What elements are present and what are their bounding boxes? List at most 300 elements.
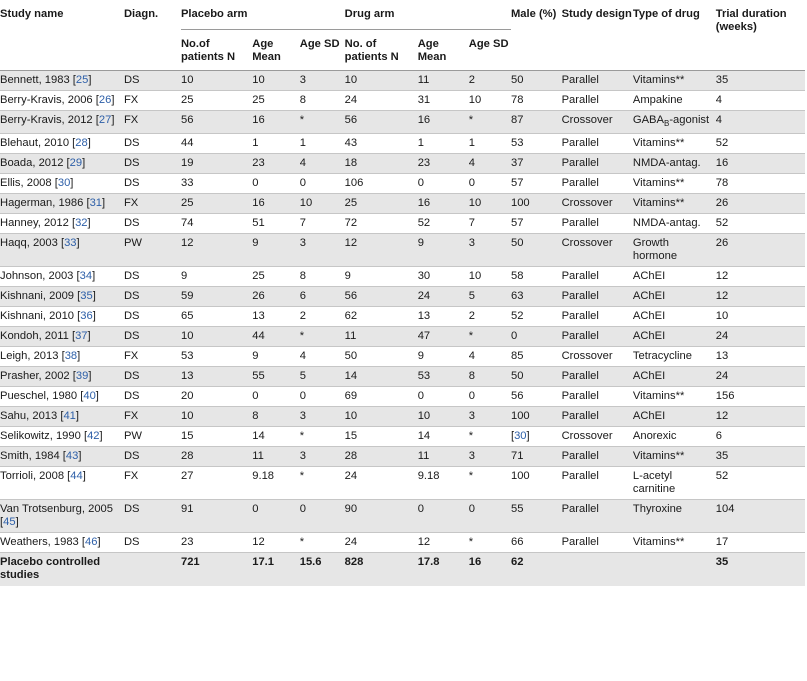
drug-age-sd-cell: 0 (468, 390, 475, 403)
drug-age-mean-cell: 0 (417, 503, 424, 516)
drug-age-mean-cell: 53 (417, 370, 431, 383)
citation-link[interactable]: 34 (79, 270, 93, 283)
study-name: Ellis, 2008 [ (0, 177, 58, 190)
diagnosis-cell: FX (123, 410, 139, 423)
placebo-n-cell: 27 (180, 470, 194, 483)
citation-link[interactable]: 41 (63, 410, 76, 423)
trial-duration-cell: 104 (715, 503, 735, 516)
drug-age-sd-cell: * (468, 330, 474, 343)
study-name-cell (0, 307, 124, 327)
trial-duration-cell: 52 (715, 137, 729, 150)
placebo-n-cell: 13 (180, 370, 194, 383)
drug-type: Ampakine (632, 94, 683, 106)
male-percent-cell (511, 91, 562, 111)
study-name: Prasher, 2002 [ (0, 370, 76, 383)
placebo-age-sd-cell: 1 (299, 137, 306, 150)
table-row (0, 367, 805, 387)
citation-link[interactable]: 33 (64, 237, 77, 250)
header-placebo-n: No.of patients N (180, 38, 236, 63)
drug-type-cell (633, 367, 716, 387)
drug-n-cell: 18 (344, 157, 358, 170)
drug-age-sd-cell: * (468, 536, 474, 549)
diagnosis-cell: FX (123, 470, 139, 483)
drug-n-cell: 24 (344, 536, 358, 549)
citation-bracket: ] (95, 390, 99, 403)
citation-bracket: ] (76, 237, 80, 250)
study-name-cell (0, 71, 124, 91)
drug-type: Vitamins** (632, 197, 685, 210)
diagnosis-cell: DS (123, 310, 140, 323)
drug-type-cell (633, 347, 716, 367)
trial-duration-cell: 6 (715, 430, 722, 443)
study-design-cell: Parallel (561, 290, 599, 303)
placebo-age-mean-cell: 14 (252, 430, 265, 443)
male-percent-cell (511, 500, 562, 533)
placebo-n-cell: 56 (180, 114, 194, 126)
diagnosis-cell: DS (123, 137, 140, 150)
citation-link[interactable]: 28 (75, 137, 88, 150)
male-percent: 50 (510, 237, 524, 250)
male-percent-cell (511, 174, 562, 194)
male-percent: 66 (510, 536, 524, 549)
drug-type-cell (633, 287, 716, 307)
trial-duration-cell: 78 (715, 177, 729, 190)
drug-type-cell (633, 387, 716, 407)
drug-age-sd-cell: 5 (468, 290, 475, 303)
citation-link[interactable]: 26 (98, 94, 112, 106)
male-percent: 100 (510, 197, 530, 210)
citation-bracket: ] (102, 197, 106, 210)
citation-bracket: ] (87, 137, 91, 150)
total-diag (124, 553, 181, 587)
drug-type: Growth hormone (632, 237, 678, 263)
table-row (0, 467, 805, 500)
citation-link[interactable]: 32 (75, 217, 88, 230)
study-design-cell: Parallel (561, 390, 599, 403)
citation-bracket: ] (87, 330, 91, 343)
study-name: Boada, 2012 [ (0, 157, 70, 170)
drug-type: GABA (632, 114, 664, 126)
placebo-n-cell: 59 (180, 290, 194, 303)
table-row (0, 111, 805, 134)
placebo-n-cell: 25 (180, 197, 194, 210)
citation-link[interactable]: 25 (75, 74, 89, 86)
drug-n-cell: 72 (344, 217, 358, 230)
drug-type: L-acetyl carnitine (632, 470, 676, 496)
total-placebo-sd: 15.6 (299, 556, 322, 569)
citation-link[interactable]: 45 (3, 516, 16, 529)
male-percent: 56 (510, 390, 524, 403)
drug-age-sd-cell: 1 (468, 137, 475, 150)
study-name: Hanney, 2012 [ (0, 217, 76, 230)
study-name: Hagerman, 1986 [ (0, 197, 90, 210)
drug-type: Vitamins** (632, 137, 685, 150)
placebo-n-cell: 15 (180, 430, 194, 443)
study-name: Berry-Kravis, 2012 [ (0, 114, 99, 126)
drug-n-cell: 24 (344, 94, 358, 106)
study-name: Johnson, 2003 [ (0, 270, 80, 283)
citation-link[interactable]: 46 (85, 536, 98, 549)
drug-age-mean-cell: 31 (417, 94, 431, 106)
table-row (0, 154, 805, 174)
citation-bracket: ] (78, 450, 82, 463)
male-percent: 57 (510, 177, 524, 190)
study-design-cell: Parallel (561, 217, 599, 230)
male-percent-cell (511, 467, 562, 500)
study-design-cell: Parallel (561, 74, 599, 86)
drug-age-mean-cell: 30 (417, 270, 431, 283)
drug-age-mean-cell: 47 (417, 330, 431, 343)
drug-n-cell: 106 (344, 177, 364, 190)
placebo-age-sd-cell: 8 (299, 94, 306, 106)
drug-age-sd-cell: * (468, 430, 474, 443)
trial-duration-cell: 17 (715, 536, 729, 549)
study-name: Haqq, 2003 [ (0, 237, 65, 250)
drug-age-sd-cell: 2 (468, 310, 475, 323)
study-name-cell (0, 447, 124, 467)
drug-type: AChEI (632, 330, 666, 343)
drug-type: AChEI (632, 310, 666, 323)
placebo-n-cell: 44 (180, 137, 194, 150)
diagnosis-cell: PW (123, 430, 142, 443)
placebo-n-cell: 25 (180, 94, 194, 106)
total-drug-n: 828 (344, 556, 364, 569)
diagnosis-cell: DS (123, 450, 140, 463)
study-design-cell: Crossover (561, 197, 613, 210)
citation-link[interactable]: 31 (89, 197, 103, 210)
drug-n-cell: 10 (344, 410, 358, 423)
total-drug-type (633, 553, 716, 587)
drug-n-cell: 62 (344, 310, 358, 323)
trial-duration-cell: 13 (715, 350, 729, 363)
study-name: Pueschel, 1980 [ (0, 390, 84, 403)
drug-age-sd-cell: 10 (468, 270, 482, 283)
study-design-cell: Parallel (561, 94, 599, 106)
male-percent-cell (511, 447, 562, 467)
drug-age-mean-cell: 11 (417, 74, 430, 86)
drug-age-mean-cell: 16 (417, 197, 431, 210)
male-percent: 63 (510, 290, 524, 303)
drug-type-cell (633, 500, 716, 533)
drug-type: Vitamins** (632, 450, 685, 463)
drug-type: Vitamins** (632, 74, 685, 86)
table-row (0, 134, 805, 154)
drug-type: NMDA-antag. (632, 157, 701, 170)
diagnosis-cell: DS (123, 290, 140, 303)
citation-bracket: ] (82, 470, 86, 483)
study-design-cell: Parallel (561, 330, 599, 343)
table-row (0, 287, 805, 307)
study-name: Bennett, 1983 [ (0, 74, 76, 86)
male-percent: 57 (510, 217, 524, 230)
placebo-age-mean-cell: 0 (252, 503, 259, 516)
placebo-age-mean-cell: 26 (252, 290, 265, 303)
drug-type: Tetracycline (632, 350, 692, 363)
male-percent-cell (511, 267, 562, 287)
header-placebo-arm: Placebo arm (181, 0, 345, 30)
drug-type: AChEI (632, 370, 666, 383)
citation-link[interactable]: 39 (75, 370, 89, 383)
diagnosis-cell: DS (123, 74, 140, 86)
placebo-age-mean-cell: 8 (252, 410, 259, 423)
placebo-age-sd-cell: 6 (299, 290, 306, 303)
drug-age-sd-cell: 7 (468, 217, 475, 230)
study-name: Van Trotsenburg, 2005 [ (0, 503, 113, 529)
total-male: 62 (510, 556, 524, 569)
table-row (0, 174, 805, 194)
drug-type-cell (633, 267, 716, 287)
drug-type-cell (633, 91, 716, 111)
drug-age-mean-cell: 14 (417, 430, 431, 443)
header-drug-arm: Drug arm (345, 0, 511, 30)
trial-duration-cell: 24 (715, 370, 729, 383)
drug-age-mean-cell: 12 (417, 536, 431, 549)
drug-type: NMDA-antag. (632, 217, 701, 230)
citation-bracket: ] (97, 536, 101, 549)
study-name: Sahu, 2013 [ (0, 410, 64, 423)
study-name-cell (0, 407, 124, 427)
male-percent: 50 (510, 370, 524, 383)
placebo-age-mean-cell: 25 (252, 270, 265, 283)
male-percent-cell (511, 111, 562, 134)
citation-bracket: ] (88, 74, 92, 86)
total-drug-sd: 16 (468, 556, 482, 569)
drug-type: Vitamins** (632, 177, 685, 190)
table-row (0, 347, 805, 367)
male-percent-cell (511, 533, 562, 553)
study-design-cell: Parallel (561, 450, 599, 463)
male-percent-cell (511, 194, 562, 214)
study-name-cell (0, 214, 124, 234)
diagnosis-cell: FX (123, 350, 139, 363)
drug-type-cell (633, 174, 716, 194)
citation-bracket: ] (70, 177, 74, 190)
placebo-age-mean-cell: 13 (252, 310, 265, 323)
citation-bracket: ] (92, 270, 96, 283)
placebo-age-sd-cell: 10 (299, 197, 313, 210)
citation-bracket: ] (111, 94, 115, 106)
citation-link[interactable]: 38 (64, 350, 78, 363)
citation-link[interactable]: 30 (57, 177, 71, 190)
male-percent: 78 (510, 94, 524, 106)
header-study-design: Study design (561, 8, 632, 20)
drug-age-mean-cell: 16 (417, 114, 431, 126)
drug-n-cell: 14 (344, 370, 358, 383)
diagnosis-cell: PW (123, 237, 142, 250)
drug-type-cell (633, 307, 716, 327)
placebo-n-cell: 91 (180, 503, 194, 516)
table-body (0, 71, 805, 553)
drug-type-cell (633, 214, 716, 234)
drug-n-cell: 28 (344, 450, 358, 463)
male-percent-cell (511, 214, 562, 234)
diagnosis-cell: DS (123, 390, 140, 403)
drug-n-cell: 15 (344, 430, 358, 443)
placebo-age-sd-cell: * (299, 330, 305, 343)
drug-type: Vitamins** (632, 536, 685, 549)
placebo-n-cell: 10 (180, 74, 194, 86)
study-name-cell (0, 194, 124, 214)
drug-type-cell (633, 327, 716, 347)
male-percent-cell (511, 347, 562, 367)
table-row (0, 407, 805, 427)
diagnosis-cell: FX (123, 114, 139, 126)
male-percent: 0 (510, 330, 518, 343)
placebo-n-cell: 33 (180, 177, 194, 190)
study-name-cell (0, 533, 124, 553)
study-name: Berry-Kravis, 2006 [ (0, 94, 99, 106)
drug-type: AChEI (632, 290, 666, 303)
male-percent-cell (511, 387, 562, 407)
drug-type-cell (633, 447, 716, 467)
study-name: Kishnani, 2010 [ (0, 310, 81, 323)
male-percent-cell (511, 287, 562, 307)
citation-link[interactable]: 30 (514, 430, 527, 443)
citation-link[interactable]: 42 (87, 430, 100, 443)
drug-n-cell: 11 (344, 330, 357, 343)
total-placebo-mean: 17.1 (252, 556, 275, 569)
study-name: Selikowitz, 1990 [ (0, 430, 88, 443)
drug-age-sd-cell: 3 (468, 237, 475, 250)
citation-link[interactable]: 44 (70, 470, 83, 483)
header-drug-age-mean: Age Mean (417, 38, 447, 63)
diagnosis-cell: DS (123, 370, 140, 383)
drug-n-cell: 25 (344, 197, 358, 210)
drug-age-sd-cell: 4 (468, 350, 475, 363)
total-duration: 35 (715, 556, 729, 569)
study-name-cell (0, 154, 124, 174)
citation-bracket: ] (111, 114, 115, 126)
study-name-cell (0, 387, 124, 407)
male-percent-cell: [30] (510, 430, 530, 443)
citation-link[interactable]: 40 (83, 390, 96, 403)
male-percent: 100 (510, 410, 530, 423)
male-percent: 100 (510, 470, 530, 483)
study-design-cell: Parallel (561, 310, 599, 323)
drug-type-cell (633, 111, 716, 134)
male-percent: 55 (510, 503, 524, 516)
study-design-cell: Crossover (561, 350, 613, 363)
male-percent: 71 (510, 450, 524, 463)
diagnosis-cell: FX (123, 197, 139, 210)
drug-age-sd-cell: 0 (468, 503, 475, 516)
placebo-age-mean-cell: 0 (252, 177, 259, 190)
trial-duration-cell: 26 (715, 197, 729, 210)
study-design-cell: Parallel (561, 536, 599, 549)
study-design-cell: Parallel (561, 157, 599, 170)
drug-age-sd-cell: 8 (468, 370, 475, 383)
study-name-cell (0, 174, 124, 194)
study-name: Smith, 1984 [ (0, 450, 66, 463)
study-name-cell (0, 234, 124, 267)
drug-type-cell (633, 234, 716, 267)
placebo-n-cell: 10 (180, 410, 194, 423)
placebo-n-cell: 53 (180, 350, 194, 363)
placebo-n-cell: 9 (180, 270, 188, 283)
trial-duration-cell: 12 (715, 270, 729, 283)
placebo-age-mean-cell: 55 (252, 370, 265, 383)
drug-type: AChEI (632, 270, 666, 283)
citation-bracket: ] (87, 217, 91, 230)
placebo-age-mean-cell: 9.18 (252, 470, 275, 483)
placebo-age-sd-cell: 3 (299, 450, 306, 463)
drug-age-mean-cell: 9 (417, 237, 424, 250)
drug-type-cell (633, 154, 716, 174)
citation-link[interactable]: 29 (69, 157, 83, 170)
study-design-cell: Crossover (561, 114, 613, 126)
study-name: Kondoh, 2011 [ (0, 330, 76, 343)
table-row (0, 447, 805, 467)
study-name-cell (0, 347, 124, 367)
placebo-n-cell: 28 (180, 450, 194, 463)
placebo-n-cell: 10 (180, 330, 194, 343)
trial-duration-cell: 35 (715, 450, 729, 463)
placebo-age-mean-cell: 16 (252, 114, 265, 126)
drug-n-cell: 9 (344, 270, 351, 283)
table-row (0, 234, 805, 267)
citation-link[interactable]: 37 (75, 330, 88, 343)
citation-link[interactable]: 36 (80, 310, 93, 323)
male-percent-cell (511, 154, 562, 174)
header-placebo-age-mean: Age Mean (252, 38, 281, 63)
header-diagnosis: Diagn. (123, 8, 159, 20)
placebo-age-mean-cell: 16 (252, 197, 265, 210)
drug-type-cell (633, 194, 716, 214)
table-row (0, 71, 805, 91)
male-percent-cell (511, 307, 562, 327)
male-percent-cell (511, 71, 562, 91)
drug-age-mean-cell: 52 (417, 217, 431, 230)
diagnosis-cell: DS (123, 536, 140, 549)
drug-age-mean-cell: 9.18 (417, 470, 440, 483)
diagnosis-cell: DS (123, 157, 140, 170)
study-design-cell: Parallel (561, 503, 599, 516)
placebo-age-sd-cell: 3 (299, 410, 306, 423)
study-name-cell (0, 287, 124, 307)
table-row (0, 307, 805, 327)
male-percent: 87 (510, 114, 524, 126)
total-placebo-n: 721 (180, 556, 200, 569)
male-percent-cell (511, 234, 562, 267)
diagnosis-cell: DS (123, 503, 140, 516)
citation-link[interactable]: 27 (98, 114, 112, 126)
drug-type-cell (633, 71, 716, 91)
placebo-age-mean-cell: 0 (252, 390, 259, 403)
diagnosis-cell: FX (123, 94, 139, 106)
drug-type: Thyroxine (632, 503, 683, 516)
drug-age-mean-cell: 0 (417, 390, 424, 403)
drug-age-mean-cell: 23 (417, 157, 431, 170)
placebo-age-mean-cell: 25 (252, 94, 265, 106)
study-name: Kishnani, 2009 [ (0, 290, 81, 303)
table-row (0, 327, 805, 347)
trial-duration-cell: 156 (715, 390, 735, 403)
drug-n-cell: 43 (344, 137, 358, 150)
header-drug-age-sd: Age SD (468, 38, 509, 50)
trial-duration-cell: 24 (715, 330, 729, 343)
table-row (0, 500, 805, 533)
placebo-age-mean-cell: 9 (252, 237, 259, 250)
placebo-age-sd-cell: 3 (299, 237, 306, 250)
placebo-n-cell: 19 (180, 157, 194, 170)
placebo-age-sd-cell: 0 (299, 177, 306, 190)
citation-bracket: ] (92, 290, 96, 303)
trial-duration-cell: 16 (715, 157, 729, 170)
drug-age-sd-cell: 2 (468, 74, 475, 86)
diagnosis-cell: DS (123, 270, 140, 283)
citation-link[interactable]: 35 (80, 290, 93, 303)
citation-link[interactable]: 43 (65, 450, 79, 463)
